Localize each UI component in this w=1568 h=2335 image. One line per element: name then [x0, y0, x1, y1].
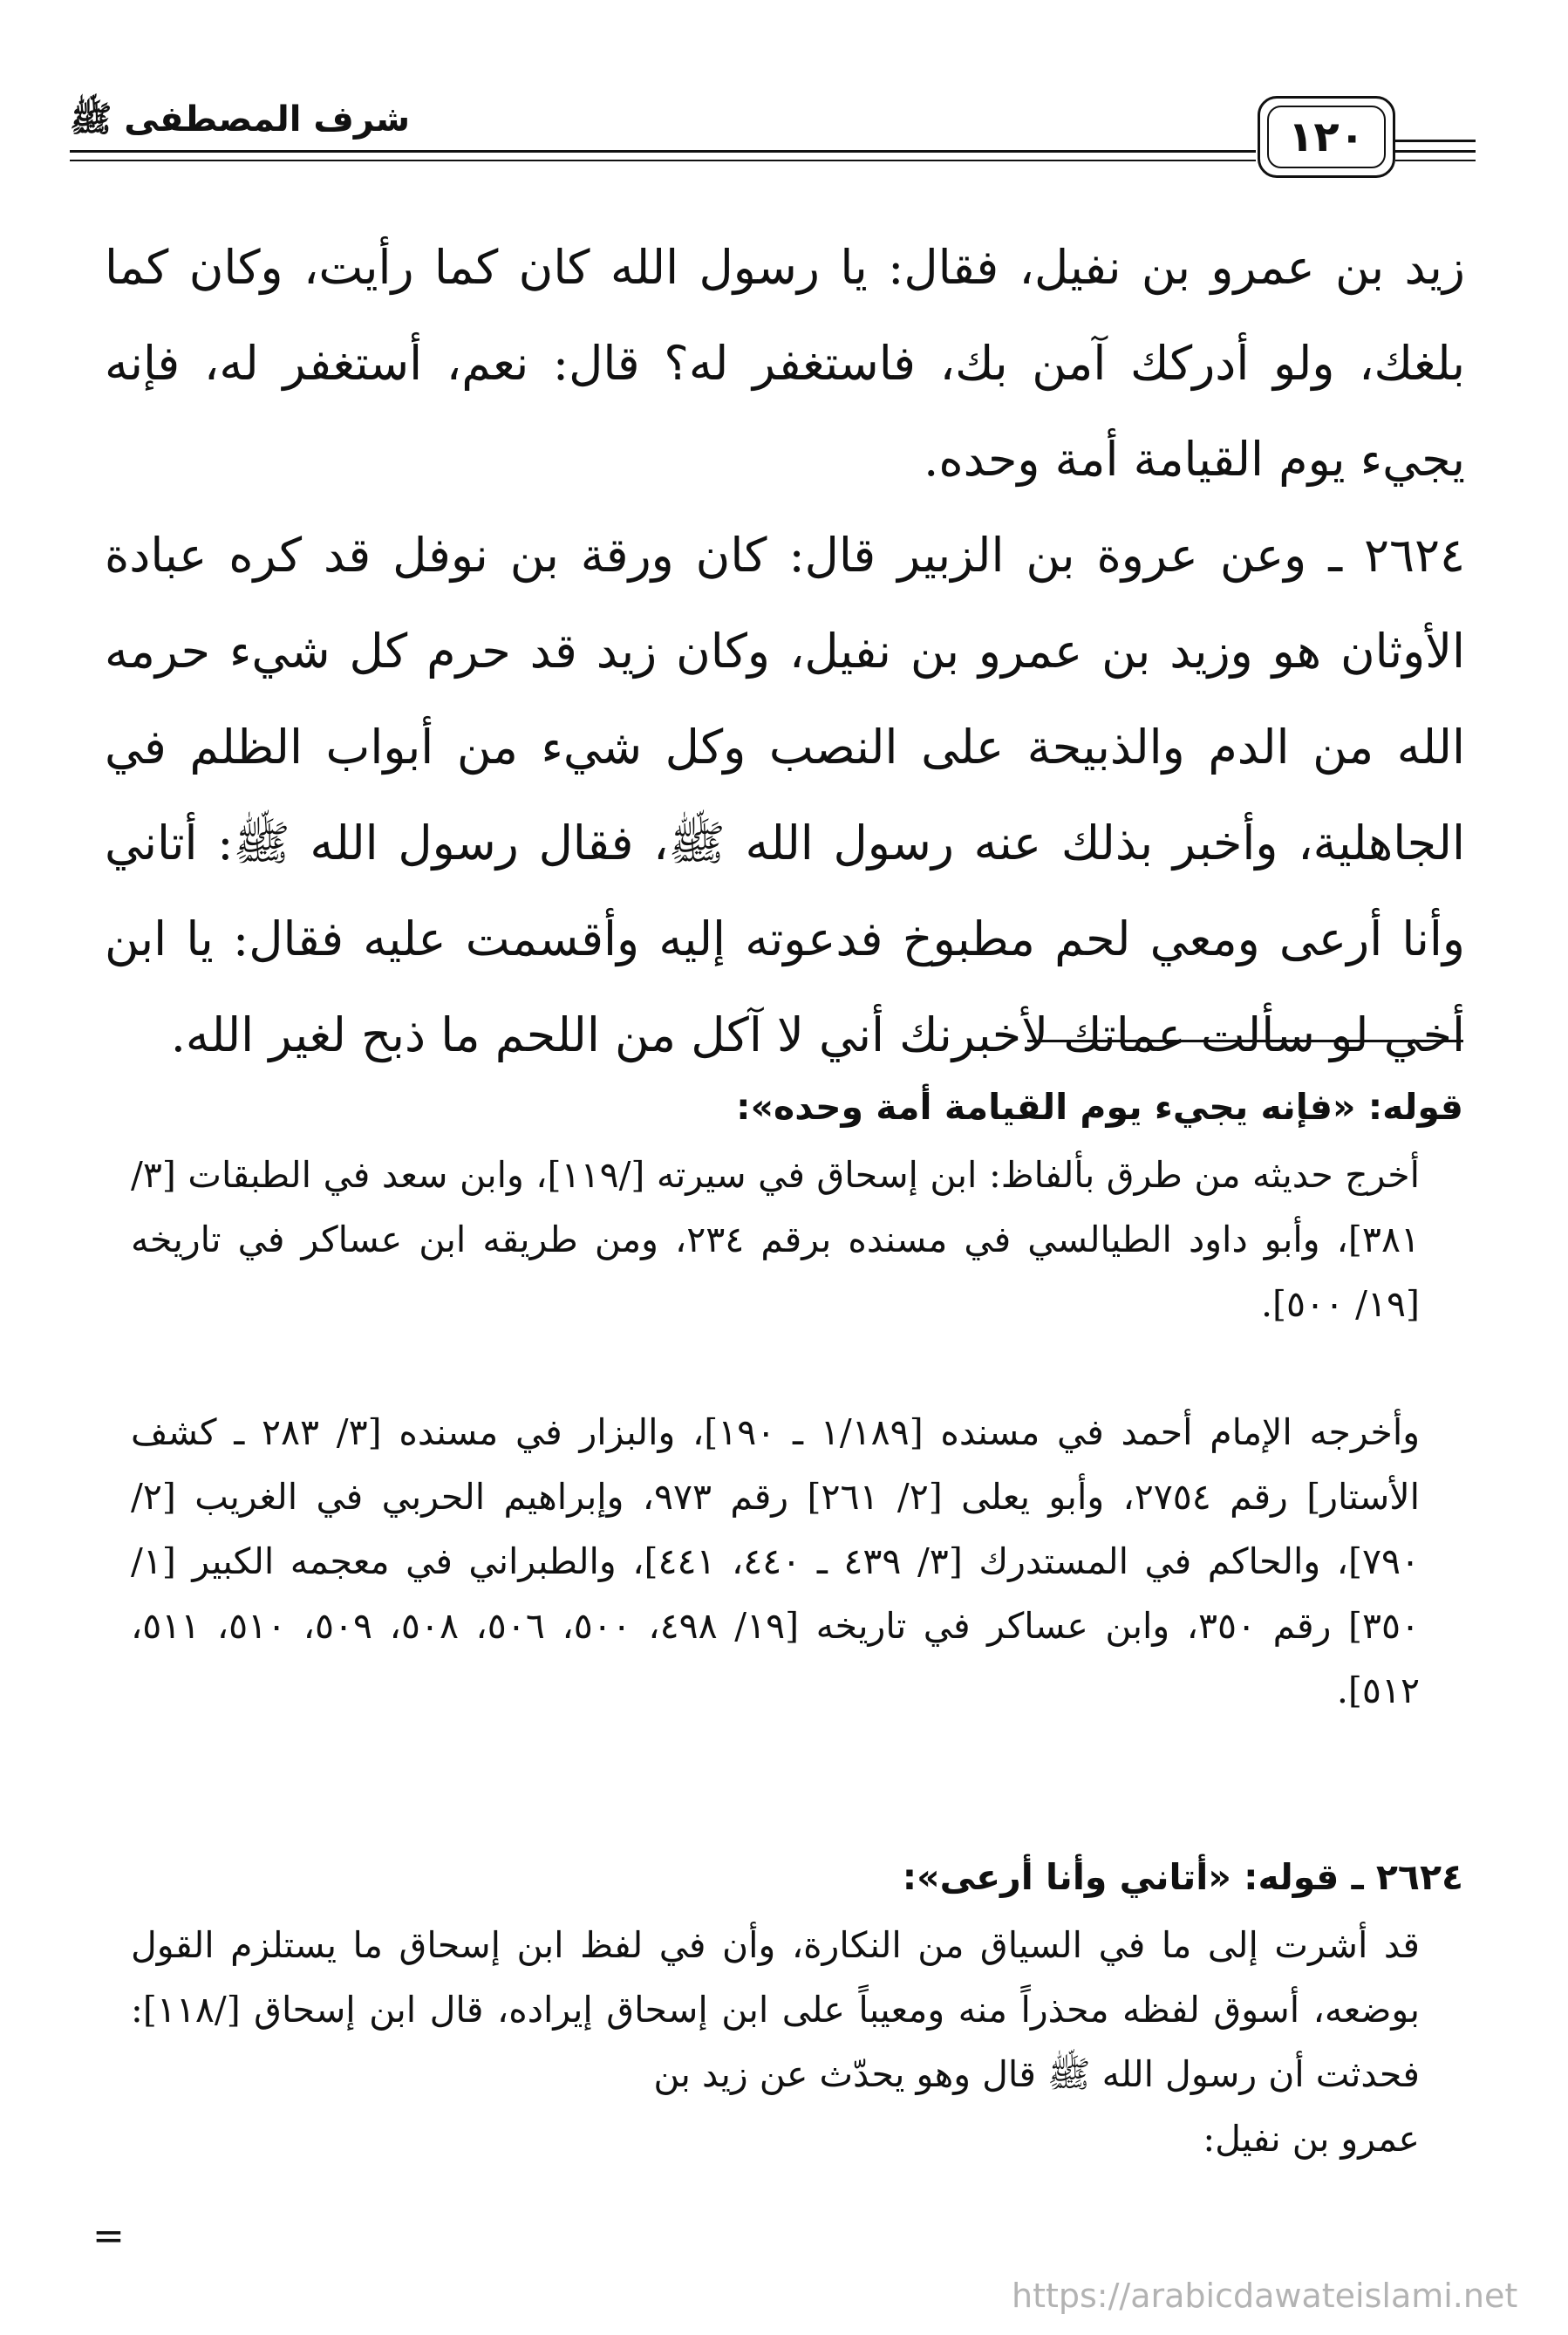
- body-paragraph: زيد بن عمرو بن نفيل، فقال: يا رسول الله كان كما رأيت، وكان كما بلغك، ولو أدركك آمن بك، فاستغفر له؟ قال: نعم، أستغفر له، فإنه يجيء يوم القيامة أمة وحده.: [105, 240, 1465, 487]
- footnote-heading: قوله: «فإنه يجيء يوم القيامة أمة وحده»:: [736, 1086, 1463, 1128]
- footnote-text-last-line: عمرو بن نفيل:: [1203, 2118, 1420, 2160]
- header-rule: [70, 160, 1256, 161]
- footnote-text: وأخرجه الإمام أحمد في مسنده [١/١٨٩ ـ ١٩٠]، والبزار في مسنده [٣/ ٢٨٣ ـ كشف الأستار] رقم ٢٧٥٤، وأبو يعلى [٢/ ٢٦١] رقم ٩٧٣، وإبراهيم الحربي في الغريب [٢/ ٧٩٠]، والحاكم في المستدرك [٣/ ٤٣٩ ـ ٤٤٠، ٤٤١]، والطبراني في معجمه الكبير [١/ ٣٥٠] رقم ٣٥٠، وابن عساكر في تاريخه [١٩/ ٤٩٨، ٥٠٠، ٥٠٦، ٥٠٨، ٥٠٩، ٥١٠، ٥١١، ٥١٢].: [131, 1411, 1421, 1711]
- header-rule: [1395, 160, 1476, 161]
- watermark-url: https://arabicdawateislami.net: [1012, 2277, 1518, 2315]
- header-rule: [70, 150, 1256, 153]
- page-number: ١٢٠: [1267, 106, 1386, 168]
- footnote-heading: ٢٦٢٤ ـ قوله: «أتاني وأنا أرعى»:: [902, 1856, 1463, 1898]
- running-header-title: شرف المصطفى ﷺ: [70, 99, 411, 140]
- body-paragraph-hadith-2624: ٢٦٢٤ ـ وعن عروة بن الزبير قال: كان ورقة بن نوفل قد كره عبادة الأوثان هو وزيد بن عمرو بن نفيل، وكان زيد قد حرم كل شيء حرمه الله من الدم والذبيحة على النصب وكل شيء من أبواب الظلم في الجاهلية، وأخبر بذلك عنه رسول الله ﷺ، فقال رسول الله ﷺ: أتاني وأنا أرعى ومعي لحم مطبوخ فدعوته إليه وأقسمت عليه فقال: يا ابن أخي لو سألت عماتك لأخبرنك أني لا آكل من اللحم ما ذبح لغير الله.: [105, 528, 1465, 1062]
- header-rule: [1395, 140, 1476, 142]
- footnote-text: أخرج حديثه من طرق بألفاظ: ابن إسحاق في سيرته [/١١٩]، وابن سعد في الطبقات [٣/ ٣٨١]، وأبو داود الطيالسي في مسنده برقم ٢٣٤، ومن طريقه ابن عساكر في تاريخه [١٩/ ٥٠٠].: [131, 1154, 1420, 1325]
- page-number-frame: [1258, 96, 1395, 178]
- header-rule: [1395, 150, 1476, 153]
- continuation-mark: =: [92, 2214, 125, 2258]
- footnote-text-body: قد أشرت إلى ما في السياق من النكارة، وأن في لفظ ابن إسحاق ما يستلزم القول بوضعه، أسوق لفظه محذراً منه ومعيباً على ابن إسحاق إيراده، قال ابن إسحاق [/١١٨]: فحدثت أن رسول الله ﷺ قال وهو يحدّث عن زيد بن: [131, 1924, 1420, 2095]
- footnote-text: [131, 1913, 1420, 2171]
- footnote-separator: [1027, 1040, 1463, 1042]
